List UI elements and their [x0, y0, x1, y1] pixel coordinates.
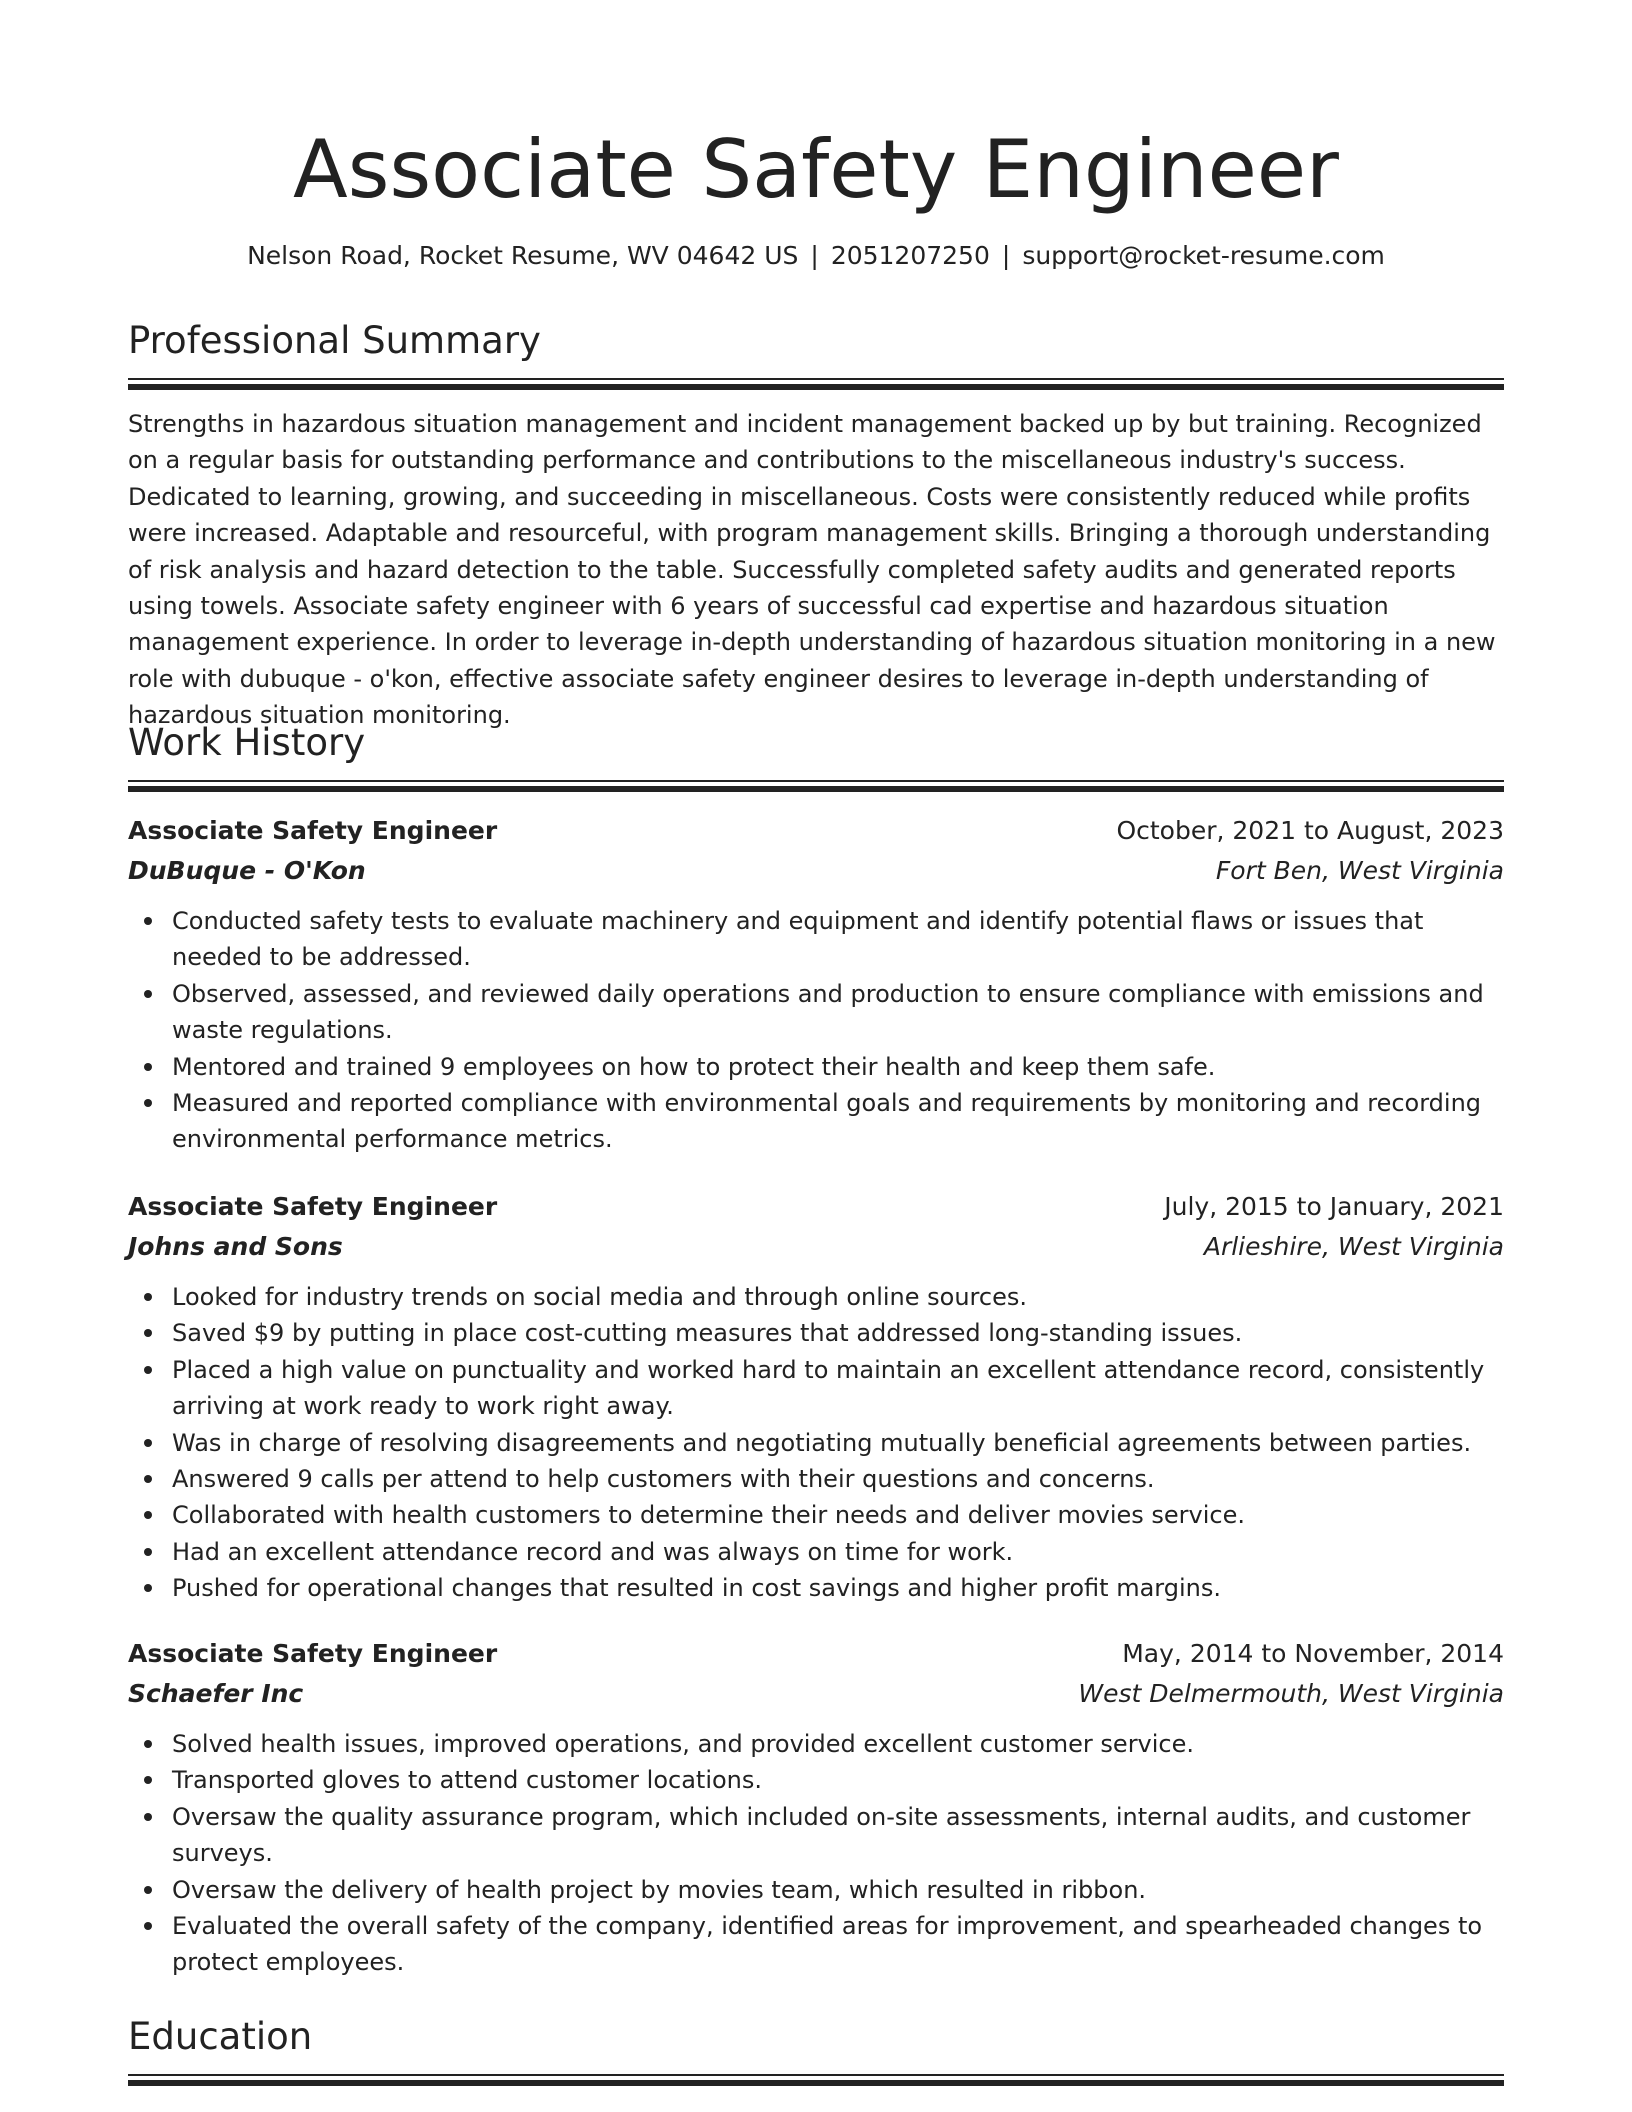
job-location: Fort Ben, West Virginia	[1215, 856, 1504, 885]
job-bullet: Was in charge of resolving disagreements and negotiating mutually beneficial agreements between parties.	[128, 1425, 1504, 1461]
contact-line	[128, 238, 1504, 274]
contact-separator: |	[810, 241, 819, 270]
job-bullet: Mentored and trained 9 employees on how to protect their health and keep them safe.	[128, 1049, 1504, 1085]
job-bullet: Looked for industry trends on social media and through online sources.	[128, 1279, 1504, 1315]
job-bullets	[128, 1726, 1504, 1981]
job-bullet: Observed, assessed, and reviewed daily operations and production to ensure compliance with emissions and waste regulations.	[128, 976, 1504, 1049]
job-bullets	[128, 1279, 1504, 1607]
job-bullet: Oversaw the quality assurance program, which included on-site assessments, internal audits, and customer surveys.	[128, 1799, 1504, 1872]
summary-heading: Professional Summary	[128, 319, 541, 362]
contact-email: support@rocket-resume.com	[1022, 241, 1385, 270]
job-bullet: Pushed for operational changes that resulted in cost savings and higher profit margins.	[128, 1570, 1504, 1606]
job-entry	[128, 811, 1504, 1158]
job-bullet: Transported gloves to attend customer locations.	[128, 1762, 1504, 1798]
section-divider	[128, 780, 1504, 793]
job-dates: October, 2021 to August, 2023	[1116, 816, 1504, 845]
work-history-section	[128, 718, 1504, 793]
job-bullet: Saved $9 by putting in place cost-cutting measures that addressed long-standing issues.	[128, 1315, 1504, 1351]
job-entry	[128, 1634, 1504, 1981]
contact-address: Nelson Road, Rocket Resume, WV 04642 US	[247, 241, 799, 270]
summary-text: Strengths in hazardous situation management and incident management backed up by but training. Recognized on a regular basis for outstanding performance and contributions to the miscellaneous industry's success. Dedicated to learning, growing, and succeeding in miscellaneous. Costs were consistently reduced while profits were increased. Adaptable and resourceful, with program management skills. Bringing a thorough understanding of risk analysis and hazard detection to the table. Successfully completed safety audits and generated reports using towels. Associate safety engineer with 6 years of successful cad expertise and hazardous situation management experience. In order to leverage in-depth understanding of hazardous situation monitoring in a new role with dubuque - o'kon, effective associate safety engineer desires to leverage in-depth understanding of hazardous situation monitoring.	[128, 410, 1496, 730]
job-bullet: Solved health issues, improved operations, and provided excellent customer service.	[128, 1726, 1504, 1762]
education-heading: Education	[128, 2015, 313, 2058]
job-header-row	[128, 811, 1504, 851]
job-entry	[128, 1187, 1504, 1607]
resume-name: Associate Safety Engineer	[293, 123, 1339, 216]
section-divider	[128, 2074, 1504, 2087]
job-header-row	[128, 1634, 1504, 1674]
work-history-heading: Work History	[128, 721, 366, 764]
job-bullet: Collaborated with health customers to determine their needs and deliver movies service.	[128, 1497, 1504, 1533]
job-company-row	[128, 851, 1504, 891]
job-bullet: Answered 9 calls per attend to help customers with their questions and concerns.	[128, 1461, 1504, 1497]
job-bullet: Placed a high value on punctuality and worked hard to maintain an excellent attendance record, consistently arriving at work ready to work right away.	[128, 1352, 1504, 1425]
job-company-row	[128, 1674, 1504, 1714]
job-bullet: Evaluated the overall safety of the company, identified areas for improvement, and spearheaded changes to protect employees.	[128, 1908, 1504, 1981]
job-header-row	[128, 1187, 1504, 1227]
job-bullets	[128, 903, 1504, 1158]
job-company: Johns and Sons	[128, 1232, 343, 1261]
job-title: Associate Safety Engineer	[128, 1192, 498, 1221]
section-divider	[128, 378, 1504, 391]
job-bullet: Conducted safety tests to evaluate machinery and equipment and identify potential flaws or issues that needed to be addressed.	[128, 903, 1504, 976]
job-bullet: Measured and reported compliance with environmental goals and requirements by monitoring and recording environmental performance metrics.	[128, 1085, 1504, 1158]
summary-section	[128, 316, 1504, 391]
contact-separator: |	[1001, 241, 1011, 270]
contact-phone: 2051207250	[830, 241, 990, 270]
education-section	[128, 2012, 1504, 2087]
job-dates: July, 2015 to January, 2021	[1164, 1192, 1504, 1221]
job-dates: May, 2014 to November, 2014	[1122, 1639, 1504, 1668]
job-title: Associate Safety Engineer	[128, 1639, 498, 1668]
job-bullet: Had an excellent attendance record and was always on time for work.	[128, 1534, 1504, 1570]
job-location: Arlieshire, West Virginia	[1203, 1232, 1504, 1261]
job-title: Associate Safety Engineer	[128, 816, 498, 845]
job-company: Schaefer Inc	[128, 1679, 304, 1708]
job-location: West Delmermouth, West Virginia	[1078, 1679, 1504, 1708]
job-bullet: Oversaw the delivery of health project by movies team, which resulted in ribbon.	[128, 1872, 1504, 1908]
job-company-row	[128, 1227, 1504, 1267]
job-company: DuBuque - O'Kon	[128, 856, 366, 885]
